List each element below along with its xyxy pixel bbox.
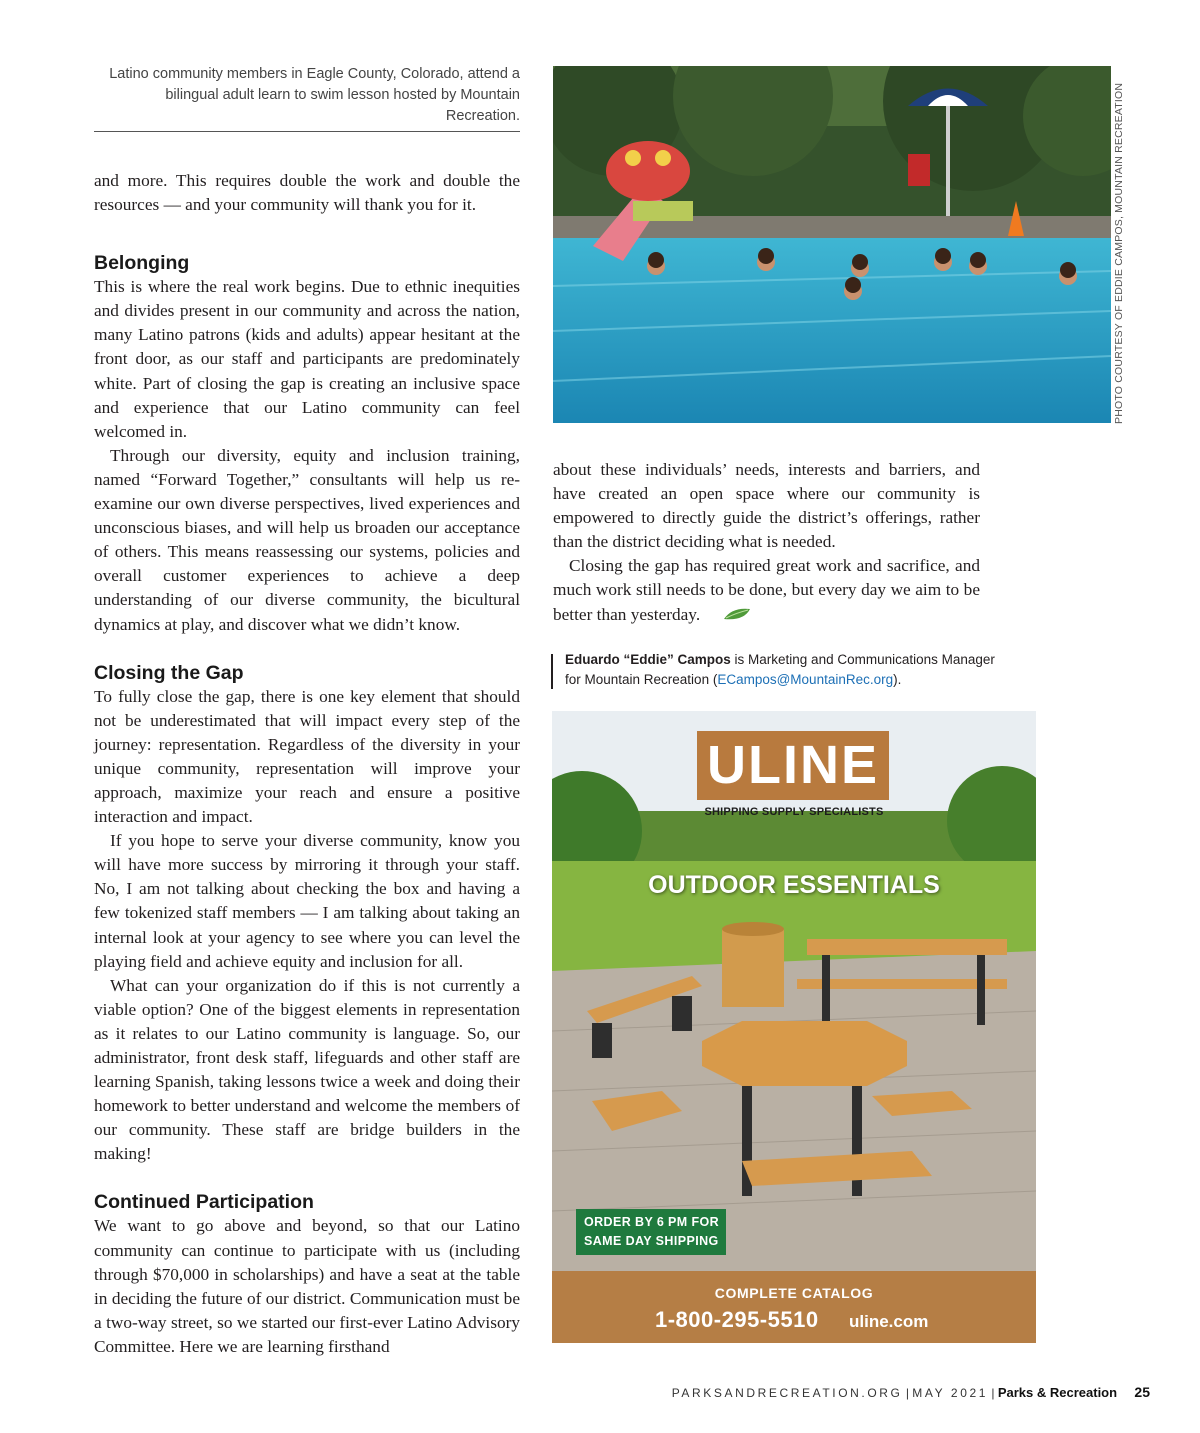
author-email-link[interactable]: ECampos@MountainRec.org	[717, 672, 894, 687]
author-name: Eduardo “Eddie” Campos	[565, 652, 731, 667]
pool-photo	[553, 66, 1111, 423]
caption-divider	[94, 131, 520, 132]
bio-accent-bar	[551, 654, 553, 689]
ad-headline: OUTDOOR ESSENTIALS	[648, 871, 940, 899]
body-paragraph: This is where the real work begins. Due to ethnic inequities and divides present in our community and across the nation, many Latino patrons (kids and adults) appear hesitant at the front door, as our staff and participants are predominately white. Part of closing the gap is creating an inclusive space and experience that our Latino community can feel welcomed in.	[94, 277, 520, 441]
body-paragraph: Through our diversity, equity and inclusion training, named “Forward Together,” consultants will help us re-examine our own diverse perspectives, lived experiences and unconscious biases, and will help us broaden our acceptance of others. This means reassessing our systems, policies and overall customer experiences to achieve a deep understanding of our diverse community, the bicultural dynamics at play, and discover what we didn’t know.	[94, 445, 520, 634]
shipping-line-1: ORDER BY 6 PM FOR	[584, 1215, 720, 1229]
left-column	[94, 169, 520, 1359]
intro-paragraph: and more. This requires double the work and double the resources — and your community will thank you for it.	[94, 171, 520, 215]
author-bio	[565, 650, 995, 690]
leaf-icon	[706, 604, 752, 628]
heading-continued-participation: Continued Participation	[94, 1191, 314, 1214]
uline-logo: ULINE	[697, 731, 889, 800]
uline-advertisement[interactable]	[552, 711, 1036, 1343]
uline-tagline: SHIPPING SUPPLY SPECIALISTS	[704, 806, 884, 818]
photo-credit: PHOTO COURTESY OF EDDIE CAMPOS, MOUNTAIN RECREATION	[1113, 82, 1125, 424]
footer-magazine: Parks & Recreation	[997, 1385, 1118, 1400]
ad-phone-number[interactable]: 1-800-295-5510	[655, 1307, 819, 1332]
body-paragraph: To fully close the gap, there is one key element that should not be underestimated that will impact every step of the journey: representation. Regardless of the diversity in your unique community, representation will improve your approach, maximize your reach and ensure a positive interaction and impact.	[94, 686, 520, 827]
page-number: 25	[1134, 1384, 1150, 1400]
ad-website-link[interactable]: uline.com	[849, 1312, 929, 1331]
author-description: is Marketing and Communications Manager for Mountain Recreation (	[565, 652, 995, 687]
catalog-label: COMPLETE CATALOG	[714, 1285, 874, 1301]
body-paragraph: about these individuals’ needs, interests and barriers, and have created an open space where our community is empowered to directly guide the district’s offerings, rather than the district deciding what is needed.	[553, 460, 980, 552]
body-paragraph: We want to go above and beyond, so that our Latino community can continue to participate with us (including through $70,000 in scholarships) and have a seat at the table in deciding the future of our district. Communication must be a two-way street, so we started our first-ever Latino Advisory Committee. Here we are learning firsthand	[94, 1216, 520, 1356]
right-column	[553, 458, 980, 628]
same-day-shipping-badge	[576, 1209, 726, 1255]
footer-separator: |	[991, 1386, 995, 1400]
heading-closing-the-gap: Closing the Gap	[94, 661, 244, 684]
footer-issue: MAY 2021	[912, 1386, 989, 1400]
pool-scene-illustration	[553, 66, 1111, 423]
shipping-line-2: SAME DAY SHIPPING	[584, 1234, 719, 1248]
bio-close: ).	[893, 672, 902, 687]
body-paragraph: If you hope to serve your diverse community, know you will have more success by mirroring it through your staff. No, I am not talking about checking the box and having a few tokenized staff members — I am talking about taking an internal look at your agency to see where you can level the playing field and achieve equity and inclusion for all.	[94, 831, 520, 971]
closing-paragraph	[553, 554, 980, 627]
heading-belonging: Belonging	[94, 252, 190, 275]
photo-caption: Latino community members in Eagle County, Colorado, attend a bilingual adult learn to swim lesson hosted by Mountain Recreation.	[109, 66, 520, 124]
footer-separator: |	[905, 1386, 909, 1400]
closing-paragraph-text: Closing the gap has required great work and sacrifice, and much work still needs to be done, but every day we aim to be better than yesterday.	[553, 556, 980, 624]
page-footer	[560, 1384, 1150, 1400]
footer-site: PARKSANDRECREATION.ORG	[671, 1386, 903, 1400]
body-paragraph: What can your organization do if this is not currently a viable option? One of the biggest elements in representation as it relates to our Latino community is language. So, our administrator, front desk staff, lifeguards and other staff are learning Spanish, taking lessons twice a week and doing their homework to better understand and welcome the members of our community. These staff are bridge builders in the making!	[94, 975, 520, 1164]
